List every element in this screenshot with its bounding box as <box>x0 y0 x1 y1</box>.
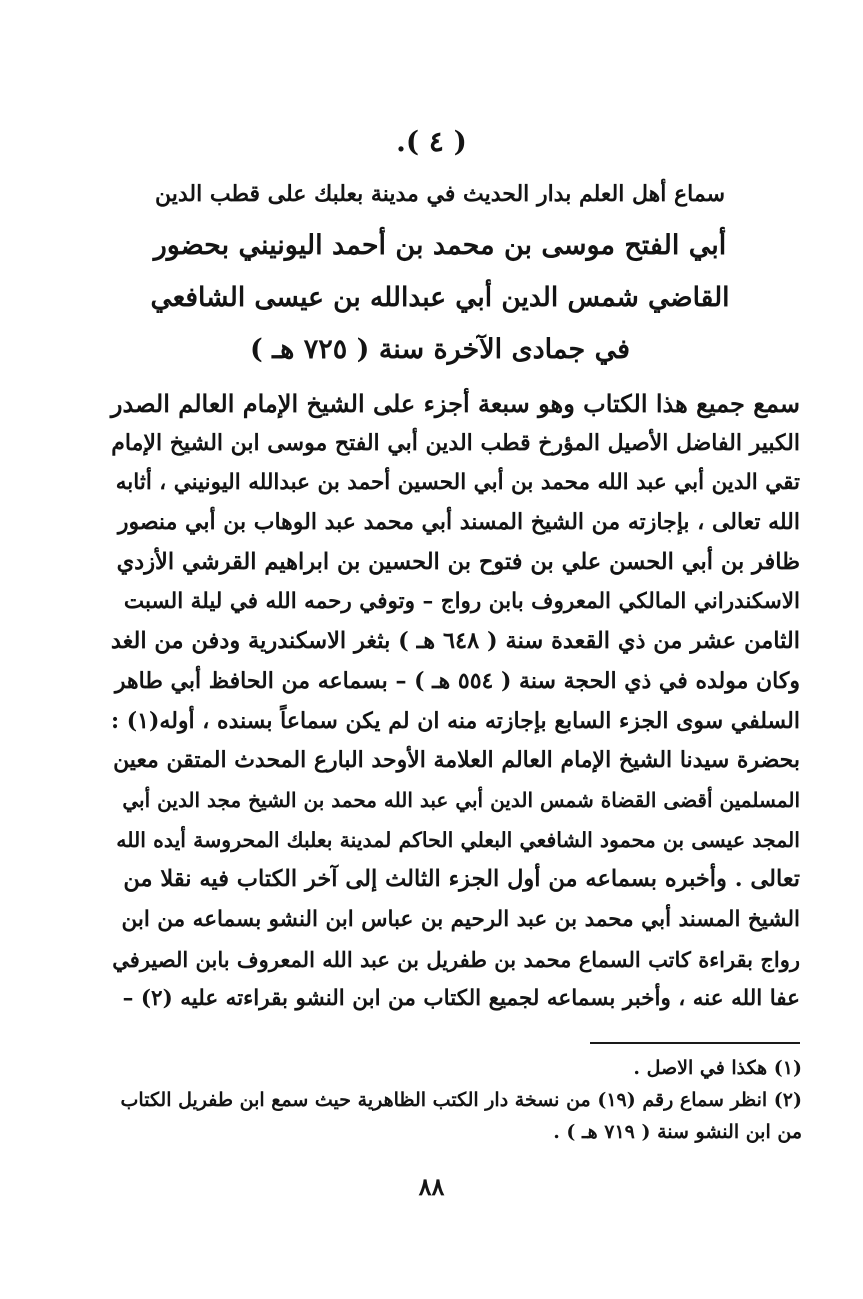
body-line: سمع جميع هذا الكتاب وهو سبعة أجزء على الشيخ الإمام العالم الصدر <box>110 389 800 418</box>
body-line: الاسكندراني المالكي المعروف بابن رواج – وتوفي رحمه الله في ليلة السبت <box>123 589 800 615</box>
heading-line: أبي الفتح موسى بن محمد بن أحمد اليونيني بحضور <box>153 230 727 261</box>
body-paragraph <box>110 384 800 1019</box>
footnote-2: (٢) انظر سماع رقم (١٩) من نسخة دار الكتب الظاهرية حيث سمع ابن طفريل الكتاب <box>120 1089 802 1111</box>
body-line: ظافر بن أبي الحسن علي بن فتوح بن الحسين بن ابراهيم القرشي الأزدي <box>116 548 800 575</box>
heading-line: القاضي شمس الدين أبي عبدالله بن عيسى الشافعي <box>150 282 730 313</box>
footnote-divider <box>590 1042 800 1044</box>
body-line: الله تعالى ، بإجازته من الشيخ المسند أبي محمد عبد الوهاب بن أبي منصور <box>117 509 800 536</box>
section-number: ( ٤ ). <box>396 125 467 158</box>
section-heading <box>150 168 730 376</box>
footnote-2-continued: من ابن النشو سنة ( ٧١٩ هـ ) . <box>553 1121 802 1143</box>
page-number: ٨٨ <box>418 1172 445 1201</box>
body-line: رواج بقراءة كاتب السماع محمد بن طفريل بن عبد الله المعروف بابن الصيرفي <box>112 946 800 972</box>
body-line: تعالى . وأخبره بسماعه من أول الجزء الثالث إلى آخر الكتاب فيه نقلا من <box>123 866 800 893</box>
heading-line: سماع أهل العلم بدار الحديث في مدينة بعلبك على قطب الدين <box>154 181 726 207</box>
body-line: السلفي سوى الجزء السابع بإجازته منه ان لم يكن سماعاً بسنده ، أوله(١) : <box>110 707 800 734</box>
body-line: الثامن عشر من ذي القعدة سنة ( ٦٤٨ هـ ) بثغر الاسكندرية ودفن من الغد <box>110 628 800 655</box>
heading-line: في جمادى الآخرة سنة ( ٧٢٥ هـ ) <box>250 334 630 365</box>
body-line: عفا الله عنه ، وأخبر بسماعه لجميع الكتاب من ابن النشو بقراءته عليه (٢) – <box>122 986 800 1012</box>
footnote-1: (١) هكذا في الاصل . <box>633 1057 802 1079</box>
body-line: بحضرة سيدنا الشيخ الإمام العالم العلامة الأوحد البارع المحدث المتقن معين <box>113 747 800 774</box>
body-line: الكبير الفاضل الأصيل المؤرخ قطب الدين أبي الفتح موسى ابن الشيخ الإمام <box>111 429 800 456</box>
footnotes <box>110 1052 802 1148</box>
body-line: وكان مولده في ذي الحجة سنة ( ٥٥٤ هـ ) – بسماعه من الحافظ أبي طاهر <box>114 667 800 694</box>
body-line: تقي الدين أبي عبد الله محمد بن أبي الحسين أحمد بن عبدالله اليونيني ، أثابه <box>115 470 800 496</box>
body-line: الشيخ المسند أبي محمد بن عبد الرحيم بن عباس ابن النشو بسماعه من ابن <box>121 906 800 932</box>
body-line: المسلمين أقضى القضاة شمس الدين أبي عبد الله محمد بن الشيخ مجد الدين أبي <box>122 787 800 812</box>
body-line: المجد عيسى بن محمود الشافعي البعلي الحاكم لمدينة بعلبك المحروسة أيده الله <box>116 827 800 852</box>
